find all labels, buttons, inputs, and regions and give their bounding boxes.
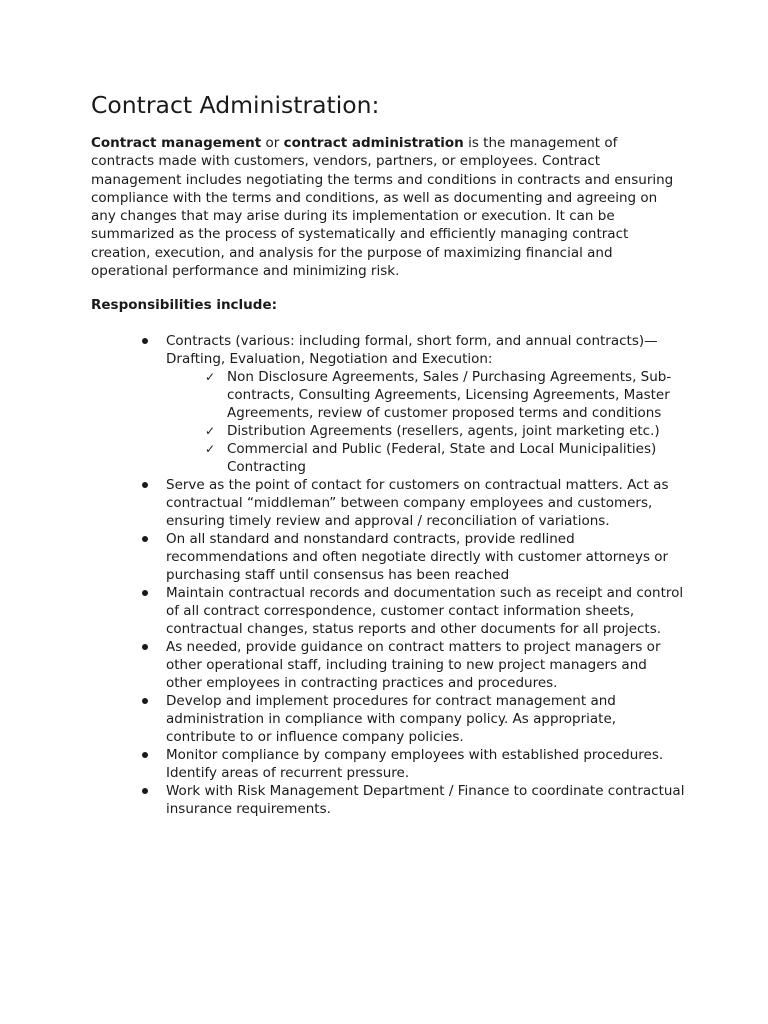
list-item xyxy=(166,584,686,638)
list-item xyxy=(166,332,686,476)
intro-body: is the management of contracts made with customers, vendors, partners, or employees. Contract management includes negotiating the terms and conditions in contracts and ensuring compliance with the terms and conditions, as well as documenting and agreeing on any changes that may arise during its implementation or execution. It can be summarized as the process of systematically and efficiently managing contract creation, execution, and analysis for the purpose of maximizing financial and operational performance and minimizing risk. xyxy=(91,135,674,280)
checkmark-icon: ✓ xyxy=(205,442,216,456)
list-item-text: Maintain contractual records and documentation such as receipt and control of all contract correspondence, customer contact information sheets, contractual changes, status reports and other documents for all projects. xyxy=(166,585,684,637)
responsibilities-heading: Responsibilities include: xyxy=(91,297,278,313)
list-item xyxy=(205,422,686,440)
document-title: Contract Administration: xyxy=(91,91,380,119)
checkmark-icon: ✓ xyxy=(205,424,216,438)
bullet-icon xyxy=(142,482,148,488)
list-item xyxy=(166,530,686,584)
contract-types-list xyxy=(166,368,686,476)
bullet-icon xyxy=(142,338,148,344)
intro-connector: or xyxy=(261,135,284,151)
list-item xyxy=(166,692,686,746)
list-item-text: As needed, provide guidance on contract matters to project managers or other operational staff, including training to new project managers and other employees in contracting practices and procedures. xyxy=(166,639,661,691)
list-item-text: On all standard and nonstandard contracts, provide redlined recommendations and often negotiate directly with customer attorneys or purchasing staff until consensus has been reached xyxy=(166,531,669,583)
bullet-icon xyxy=(142,752,148,758)
list-item-text: Serve as the point of contact for customers on contractual matters. Act as contractual “middleman” between company employees and customers, ensuring timely review and approval / reconciliation of variations. xyxy=(166,477,669,529)
list-item-text: Contracts (various: including formal, short form, and annual contracts)— Drafting, Evaluation, Negotiation and Execution: xyxy=(166,333,658,367)
bullet-icon xyxy=(142,644,148,650)
responsibilities-list xyxy=(166,332,686,818)
list-item xyxy=(166,638,686,692)
list-item xyxy=(166,746,686,782)
list-item xyxy=(205,368,686,422)
bullet-icon xyxy=(142,536,148,542)
list-item-text: Develop and implement procedures for contract management and administration in compliance with company policy. As appropriate, contribute to or influence company policies. xyxy=(166,693,617,745)
list-item xyxy=(166,476,686,530)
intro-bold-term-2: contract administration xyxy=(283,135,464,151)
list-item-text: Commercial and Public (Federal, State and Local Municipalities) Contracting xyxy=(227,441,657,475)
bullet-icon xyxy=(142,590,148,596)
list-item-text: Monitor compliance by company employees with established procedures. Identify areas of recurrent pressure. xyxy=(166,747,664,781)
list-item xyxy=(166,782,686,818)
intro-bold-term-1: Contract management xyxy=(91,135,262,151)
checkmark-icon: ✓ xyxy=(205,370,216,384)
list-item-text: Non Disclosure Agreements, Sales / Purchasing Agreements, Sub-contracts, Consulting Agreements, Licensing Agreements, Master Agreements, review of customer proposed terms and conditions xyxy=(227,369,672,421)
list-item-text: Work with Risk Management Department / Finance to coordinate contractual insurance requirements. xyxy=(166,783,685,817)
intro-paragraph xyxy=(91,134,681,280)
bullet-icon xyxy=(142,698,148,704)
list-item xyxy=(205,440,686,476)
bullet-icon xyxy=(142,788,148,794)
list-item-text: Distribution Agreements (resellers, agents, joint marketing etc.) xyxy=(227,423,660,439)
